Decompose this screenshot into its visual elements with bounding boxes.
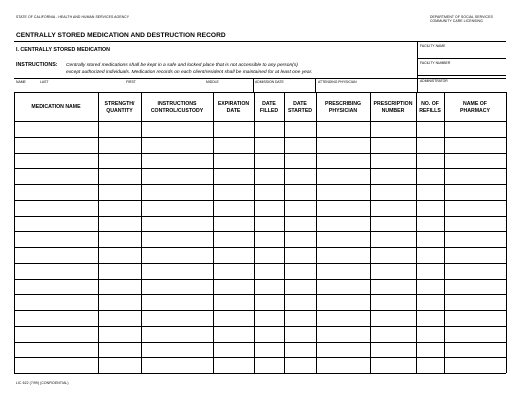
table-cell[interactable] <box>445 138 506 153</box>
department-line-1: DEPARTMENT OF SOCIAL SERVICES <box>430 15 493 19</box>
table-cell[interactable] <box>142 295 213 310</box>
table-cell[interactable] <box>99 169 141 184</box>
table-cell[interactable] <box>285 280 316 295</box>
table-cell[interactable] <box>417 264 444 279</box>
table-cell[interactable] <box>445 280 506 295</box>
table-cell[interactable] <box>214 154 254 169</box>
table-cell[interactable] <box>371 327 416 342</box>
table-cell[interactable] <box>417 358 444 373</box>
table-cell[interactable] <box>15 138 98 153</box>
first-name-label: FIRST <box>126 80 136 84</box>
table-cell[interactable] <box>142 327 213 342</box>
table-cell[interactable] <box>317 232 370 247</box>
table-cell[interactable] <box>142 280 213 295</box>
table-cell[interactable] <box>317 280 370 295</box>
table-cell[interactable] <box>15 280 98 295</box>
table-cell[interactable] <box>285 295 316 310</box>
table-cell[interactable] <box>99 343 141 358</box>
table-cell[interactable] <box>317 217 370 232</box>
column-header: PRESCRIPTION NUMBER <box>373 101 413 114</box>
table-cell[interactable] <box>371 343 416 358</box>
name-label: NAME <box>16 80 26 84</box>
table-cell[interactable] <box>142 248 213 263</box>
table-cell[interactable] <box>417 311 444 326</box>
table-cell[interactable] <box>255 154 284 169</box>
table-cell[interactable] <box>255 232 284 247</box>
table-cell[interactable] <box>285 248 316 263</box>
instructions-line-2: except authorized individuals. Medication records on each client/resident shall be maintained for at least one year. <box>66 70 313 75</box>
table-cell[interactable] <box>417 280 444 295</box>
table-cell[interactable] <box>371 122 416 137</box>
table-cell[interactable] <box>15 358 98 373</box>
table-cell[interactable] <box>142 122 213 137</box>
table-cell[interactable] <box>417 343 444 358</box>
table-cell[interactable] <box>214 327 254 342</box>
table-cell[interactable] <box>15 295 98 310</box>
table-cell[interactable] <box>99 358 141 373</box>
table-cell[interactable] <box>317 248 370 263</box>
table-cell[interactable] <box>285 217 316 232</box>
instructions-line-1: Centrally stored medications shall be kept in a safe and locked place that is not accessible to any person(s) <box>66 63 298 68</box>
section-label: I. CENTRALLY STORED MEDICATION <box>16 47 110 53</box>
table-cell[interactable] <box>15 343 98 358</box>
table-cell[interactable] <box>15 169 98 184</box>
table-cell[interactable] <box>99 122 141 137</box>
table-cell[interactable] <box>317 311 370 326</box>
table-cell[interactable] <box>417 295 444 310</box>
table-cell[interactable] <box>371 264 416 279</box>
table-cell[interactable] <box>214 295 254 310</box>
table-cell[interactable] <box>317 185 370 200</box>
table-cell[interactable] <box>445 343 506 358</box>
table-cell[interactable] <box>255 201 284 216</box>
table-cell[interactable] <box>142 169 213 184</box>
table-cell[interactable] <box>445 327 506 342</box>
table-cell[interactable] <box>285 311 316 326</box>
table-cell[interactable] <box>285 169 316 184</box>
table-cell[interactable] <box>142 232 213 247</box>
table-cell[interactable] <box>15 327 98 342</box>
column-header: NO. OF REFILLS <box>419 101 441 114</box>
table-cell[interactable] <box>99 217 141 232</box>
table-cell[interactable] <box>99 201 141 216</box>
form-number: LIC 622 (7/99) (CONFIDENTIAL) <box>16 381 69 385</box>
table-cell[interactable] <box>371 169 416 184</box>
table-top-border <box>14 92 506 93</box>
table-cell[interactable] <box>255 311 284 326</box>
table-cell[interactable] <box>15 201 98 216</box>
table-cell[interactable] <box>255 138 284 153</box>
table-cell[interactable] <box>317 122 370 137</box>
facility-column-divider <box>417 41 418 92</box>
table-cell[interactable] <box>371 185 416 200</box>
administrator-label: ADMINISTRATOR <box>420 79 448 83</box>
table-cell[interactable] <box>371 154 416 169</box>
table-cell[interactable] <box>142 217 213 232</box>
table-cell[interactable] <box>15 185 98 200</box>
table-cell[interactable] <box>445 264 506 279</box>
table-cell[interactable] <box>15 217 98 232</box>
table-cell[interactable] <box>445 311 506 326</box>
table-cell[interactable] <box>417 154 444 169</box>
table-cell[interactable] <box>445 122 506 137</box>
table-cell[interactable] <box>285 343 316 358</box>
table-cell[interactable] <box>317 169 370 184</box>
table-cell[interactable] <box>15 232 98 247</box>
table-cell[interactable] <box>371 138 416 153</box>
table-cell[interactable] <box>142 311 213 326</box>
table-cell[interactable] <box>417 248 444 263</box>
table-cell[interactable] <box>371 280 416 295</box>
table-cell[interactable] <box>214 201 254 216</box>
table-cell[interactable] <box>99 280 141 295</box>
table-cell[interactable] <box>142 185 213 200</box>
table-cell[interactable] <box>371 311 416 326</box>
table-cell[interactable] <box>371 295 416 310</box>
column-header: NAME OF PHARMACY <box>460 101 490 114</box>
form-title: CENTRALLY STORED MEDICATION AND DESTRUCTION RECORD <box>16 32 226 39</box>
table-cell[interactable] <box>285 327 316 342</box>
table-cell[interactable] <box>142 154 213 169</box>
table-cell[interactable] <box>15 122 98 137</box>
department-name <box>430 15 506 23</box>
column-header: STRENGTH/ QUANTITY <box>104 101 135 114</box>
facility-divider-1 <box>417 58 506 59</box>
table-cell[interactable] <box>317 138 370 153</box>
column-header: INSTRUCTIONS CONTROL/CUSTODY <box>150 101 204 114</box>
table-cell[interactable] <box>317 201 370 216</box>
instructions-label: INSTRUCTIONS: <box>16 62 58 68</box>
table-cell[interactable] <box>445 185 506 200</box>
table-cell[interactable] <box>285 232 316 247</box>
table-cell[interactable] <box>285 358 316 373</box>
middle-name-label: MIDDLE <box>206 80 219 84</box>
table-cell[interactable] <box>317 327 370 342</box>
facility-number-label: FACILITY NUMBER <box>420 61 451 65</box>
table-cell[interactable] <box>285 185 316 200</box>
admission-divider <box>253 78 254 92</box>
table-cell[interactable] <box>142 358 213 373</box>
table-cell[interactable] <box>214 169 254 184</box>
table-cell[interactable] <box>285 122 316 137</box>
table-cell[interactable] <box>15 154 98 169</box>
table-cell[interactable] <box>214 248 254 263</box>
table-cell[interactable] <box>142 201 213 216</box>
instructions-text <box>66 62 416 76</box>
table-cell[interactable] <box>445 217 506 232</box>
table-cell[interactable] <box>285 154 316 169</box>
table-cell[interactable] <box>417 217 444 232</box>
table-cell[interactable] <box>255 264 284 279</box>
table-cell[interactable] <box>445 232 506 247</box>
table-cell[interactable] <box>214 138 254 153</box>
table-cell[interactable] <box>99 185 141 200</box>
agency-name: STATE OF CALIFORNIA - HEALTH AND HUMAN SERVICES AGENCY <box>16 15 130 19</box>
table-cell[interactable] <box>445 295 506 310</box>
table-cell[interactable] <box>255 217 284 232</box>
table-cell[interactable] <box>417 185 444 200</box>
column-header: DATE STARTED <box>287 101 313 114</box>
table-cell[interactable] <box>255 295 284 310</box>
table-cell[interactable] <box>255 327 284 342</box>
table-cell[interactable] <box>445 358 506 373</box>
table-cell[interactable] <box>214 122 254 137</box>
table-cell[interactable] <box>255 343 284 358</box>
column-header: PRESCRIBING PHYSICIAN <box>324 101 362 114</box>
table-cell[interactable] <box>371 358 416 373</box>
table-cell[interactable] <box>99 311 141 326</box>
table-cell[interactable] <box>214 280 254 295</box>
physician-divider <box>315 78 316 92</box>
table-cell[interactable] <box>317 154 370 169</box>
table-cell[interactable] <box>214 232 254 247</box>
table-cell[interactable] <box>142 138 213 153</box>
table-cell[interactable] <box>317 295 370 310</box>
table-cell[interactable] <box>99 154 141 169</box>
table-row-line <box>14 373 506 374</box>
table-cell[interactable] <box>417 122 444 137</box>
table-cell[interactable] <box>417 201 444 216</box>
table-cell[interactable] <box>214 217 254 232</box>
table-cell[interactable] <box>15 311 98 326</box>
table-cell[interactable] <box>445 248 506 263</box>
table-cell[interactable] <box>285 138 316 153</box>
facility-divider-2 <box>417 75 506 76</box>
table-cell[interactable] <box>142 264 213 279</box>
table-cell[interactable] <box>445 154 506 169</box>
table-cell[interactable] <box>417 169 444 184</box>
facility-name-label: FACILITY NAME <box>420 44 446 48</box>
table-cell[interactable] <box>99 264 141 279</box>
table-cell[interactable] <box>99 295 141 310</box>
table-cell[interactable] <box>285 264 316 279</box>
department-line-2: COMMUNITY CARE LICENSING <box>430 19 483 23</box>
table-cell[interactable] <box>15 264 98 279</box>
table-cell[interactable] <box>255 122 284 137</box>
table-cell[interactable] <box>214 343 254 358</box>
table-cell[interactable] <box>371 217 416 232</box>
table-cell[interactable] <box>255 169 284 184</box>
table-cell[interactable] <box>214 311 254 326</box>
table-cell[interactable] <box>99 248 141 263</box>
table-cell[interactable] <box>214 264 254 279</box>
section-top-border <box>14 41 506 42</box>
table-cell[interactable] <box>371 232 416 247</box>
table-cell[interactable] <box>255 358 284 373</box>
last-name-label: LAST <box>40 80 49 84</box>
table-cell[interactable] <box>255 248 284 263</box>
column-header: EXPIRATION DATE <box>217 101 250 114</box>
table-cell[interactable] <box>214 358 254 373</box>
table-cell[interactable] <box>255 280 284 295</box>
column-header: DATE FILLED <box>259 101 279 114</box>
table-cell[interactable] <box>317 343 370 358</box>
column-header: MEDICATION NAME <box>31 104 81 111</box>
admission-date-label: ADMISSION DATE <box>255 80 284 84</box>
table-cell[interactable] <box>371 248 416 263</box>
table-cell[interactable] <box>214 185 254 200</box>
table-cell[interactable] <box>15 248 98 263</box>
table-cell[interactable] <box>445 169 506 184</box>
table-cell[interactable] <box>99 327 141 342</box>
attending-physician-label: ATTENDING PHYSICIAN <box>318 80 357 84</box>
table-cell[interactable] <box>417 138 444 153</box>
table-cell[interactable] <box>417 232 444 247</box>
table-cell[interactable] <box>317 358 370 373</box>
table-column-line <box>506 92 507 373</box>
table-cell[interactable] <box>142 343 213 358</box>
table-cell[interactable] <box>255 185 284 200</box>
table-cell[interactable] <box>445 201 506 216</box>
table-cell[interactable] <box>285 201 316 216</box>
table-cell[interactable] <box>317 264 370 279</box>
table-cell[interactable] <box>417 327 444 342</box>
table-cell[interactable] <box>99 232 141 247</box>
table-cell[interactable] <box>99 138 141 153</box>
table-cell[interactable] <box>371 201 416 216</box>
